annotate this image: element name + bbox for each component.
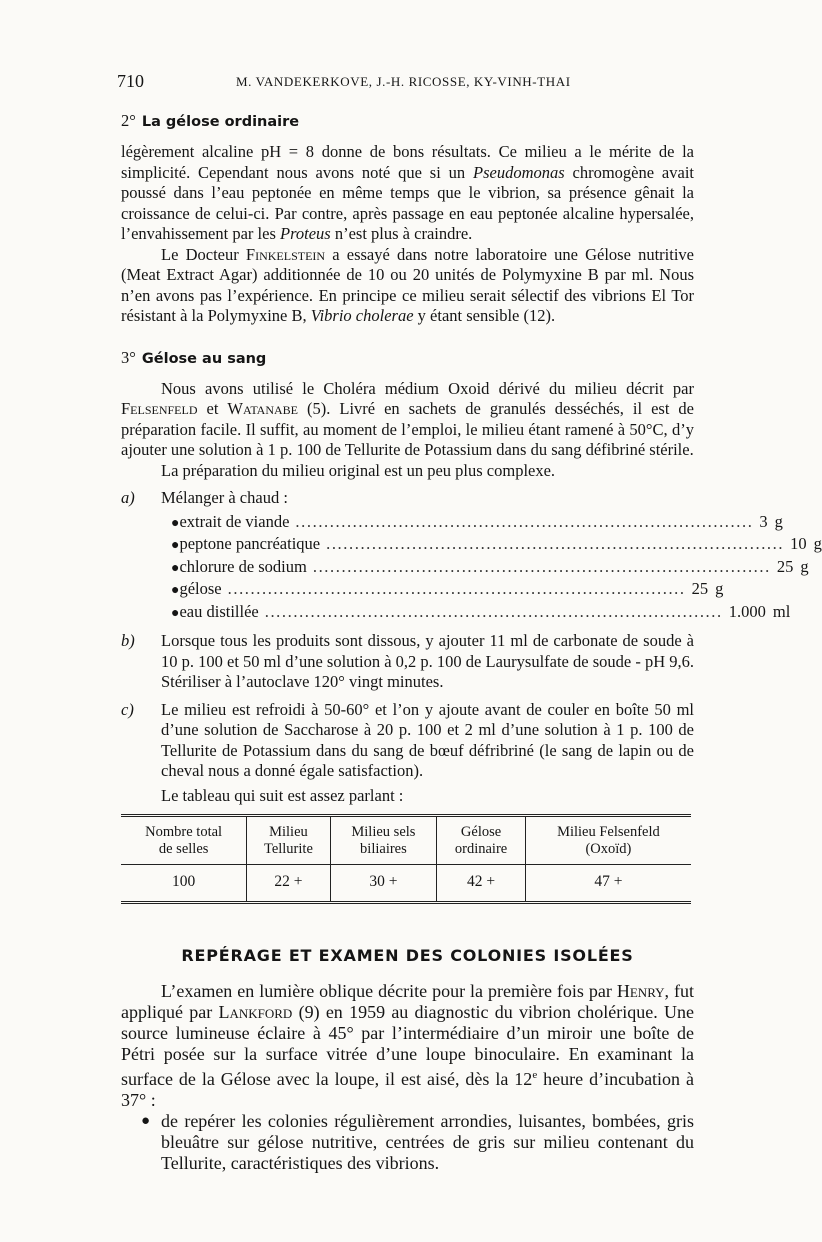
section-heading-colonies: REPÉRAGE ET EXAMEN DES COLONIES ISOLÉES (181, 946, 634, 965)
step-b (121, 631, 694, 693)
ingredient-row (171, 511, 783, 535)
text-run: Nous avons utilisé le Choléra médium Oxoid dérivé du milieu décrit par (161, 378, 694, 398)
paragraph: Le tableau qui suit est assez parlant : (161, 785, 404, 805)
step-text: Lorsque tous les produits sont dissous, y ajouter 11 ml de carbonate de soude à 10 p. 100 et 50 ml d’une solution à 0,2 p. 100 de Laurysulfate de soude - pH 9,6. Stériliser à l’autoclave 120° vingt minutes. (161, 631, 694, 691)
header-line: Gélose (460, 824, 502, 840)
leader-dots: ................................................................................ (227, 579, 686, 598)
bullet-icon: ● (171, 560, 180, 576)
header-line: Tellurite (263, 841, 313, 857)
author-name: Henry (616, 981, 665, 1001)
author-name: Lankford (218, 1002, 293, 1022)
ingredient-unit: ml (772, 601, 791, 621)
page-body (121, 110, 822, 1174)
header-line: Milieu (269, 824, 308, 840)
results-table (121, 814, 691, 904)
table-cell: 42 + (437, 865, 526, 903)
ingredient-qty: 3 (759, 511, 768, 531)
column-header (437, 816, 526, 865)
text-run: chromogène avait poussé dans l’eau peptonée en même temps que le vibrion, sa présence gênait la croissance de celui-ci. Par contre, après passage en eau peptonée alcaline hypersalée, l’envahissement par les (121, 162, 694, 243)
ingredient-qty: 1.000 (728, 601, 766, 621)
text-run: et (197, 399, 228, 418)
species-name: Proteus (280, 224, 331, 243)
leader-dots: ................................................................................ (326, 534, 785, 553)
ingredient-qty: 10 (790, 534, 807, 553)
paragraph: La préparation du milieu original est un peu plus complexe. (161, 460, 556, 480)
leader-dots: ................................................................................ (264, 601, 723, 621)
table-cell: 47 + (525, 865, 691, 903)
table-header-row (121, 816, 691, 865)
text-run: a essayé dans notre laboratoire une Gélose nutritive (Meat Extract Agar) additionnée de 10 ou 20 unités de Polymyxine B par ml. Nous n’en avons pas l’expérience. En principe ce milieu serait sélectif des vibrions El Tor résistant à la Polymyxine B, (121, 244, 695, 325)
section-heading-gelose-au-sang (121, 347, 694, 370)
paragraph (121, 245, 694, 327)
column-header (330, 816, 437, 865)
ingredient-name: gélose (179, 579, 222, 598)
section-number: 2° (121, 111, 136, 130)
text-run: , fut appliqué par (121, 981, 694, 1022)
step-text: Mélanger à chaud : (161, 488, 288, 507)
header-line: Nombre total (145, 824, 223, 840)
page-header (117, 71, 717, 95)
text-run: (9) en 1959 au diagnostic du vibrion cholérique. Une source lumineuse éclaire à 45° par l’intermédiaire d’un miroir une boîte de Pétri posée sur la surface vitrée d’une loupe binoculaire. En examinant la surface de la Gélose avec la loupe, il est aisé, dès la 12 (121, 1002, 695, 1089)
header-line: (Oxoïd) (585, 841, 632, 857)
text-run: y étant sensible (12). (413, 306, 556, 325)
table-cell: 30 + (330, 865, 437, 903)
species-name: Pseudomonas (473, 162, 565, 182)
ingredient-unit: g (715, 579, 724, 598)
bullet-icon: ● (171, 515, 180, 531)
section-heading-gelose-ordinaire (121, 110, 694, 133)
ingredient-row (171, 579, 724, 602)
paragraph (121, 142, 694, 245)
leader-dots: ................................................................................ (312, 556, 771, 576)
step-label: b) (121, 631, 135, 650)
text-run: (5). Livré en sachets de granulés desséchés, il est de préparation facile. Il suffit, au moment de l’emploi, le milieu étant ramené à 50°C, d’y ajouter une solution à 1 p. 100 de Tellurite de Potassium dans du sang défibriné stérile. (121, 399, 694, 459)
bullet-icon: ● (171, 538, 180, 553)
header-line: Milieu Felsenfeld (557, 824, 660, 840)
species-name: Vibrio cholerae (310, 306, 414, 325)
leader-dots: ................................................................................ (295, 511, 754, 531)
table-cell: 100 (172, 873, 196, 890)
header-line: ordinaire (454, 841, 508, 857)
bullet-item (121, 1111, 694, 1174)
header-line: biliaires (360, 841, 407, 857)
header-line: Milieu sels (351, 824, 416, 840)
step-label: c) (121, 699, 134, 719)
text-run: légèrement alcaline pH = 8 donne de bons résultats. Ce milieu a le mérite de la simplicité. Cependant nous avons noté que si un (121, 142, 694, 182)
ingredient-row (171, 556, 809, 580)
ingredient-unit: g (813, 534, 822, 553)
page-number: 710 (117, 71, 144, 91)
bullet-icon: ● (141, 1113, 151, 1129)
text-run: heure d’incubation à 37° : (121, 1069, 695, 1110)
column-header (247, 816, 330, 865)
ingredient-name: chlorure de sodium (179, 556, 307, 576)
paragraph (121, 981, 694, 1111)
header-line: de selles (158, 841, 209, 857)
bullet-text: de repérer les colonies régulièrement arrondies, luisantes, bombées, gris bleuâtre sur gélose nutritive, centrées de gris sur milieu contenant du Tellurite, caractéristiques des vibrions. (161, 1111, 694, 1173)
text-run: Le Docteur (161, 244, 246, 264)
step-c (121, 700, 694, 782)
section-number: 3° (121, 347, 136, 367)
column-header (121, 816, 247, 865)
ingredient-qty: 25 (776, 556, 794, 576)
ingredient-row (171, 534, 822, 557)
superscript: e (532, 1069, 538, 1081)
table-cell: 22 + (247, 865, 330, 903)
author-name: Felsenfeld (121, 399, 198, 418)
section-title: Gélose au sang (141, 350, 267, 367)
text-run: n’est plus à craindre. (330, 224, 473, 243)
column-header (525, 816, 691, 865)
ingredient-unit: g (800, 556, 809, 576)
author-name: Finkelstein (245, 244, 326, 264)
ingredient-name: eau distillée (179, 601, 259, 621)
ingredient-name: extrait de viande (179, 511, 290, 531)
step-label: a) (121, 488, 135, 507)
ingredient-name: peptone pancréatique (179, 534, 321, 553)
ingredient-unit: g (774, 511, 783, 531)
step-a (121, 488, 694, 509)
ingredient-list (171, 511, 822, 625)
bullet-icon: ● (171, 605, 180, 621)
step-text: Le milieu est refroidi à 50-60° et l’on y ajoute avant de couler en boîte 50 ml d’une solution de Saccharose à 20 p. 100 et 2 ml d’une solution à 1 p. 100 de Tellurite de Potassium dans du sang de bœuf défribriné (le sang de lapin ou de cheval nous a donné égale satisfaction). (161, 699, 694, 780)
table-row (121, 865, 691, 903)
text-run: L’examen en lumière oblique décrite pour la première fois par (161, 981, 617, 1001)
paragraph (121, 379, 694, 461)
running-head: M. VANDEKERKOVE, J.-H. RICOSSE, KY-VINH-THAI (236, 74, 571, 89)
author-name: Watanabe (227, 399, 299, 418)
bullet-icon: ● (171, 583, 180, 598)
ingredient-qty: 25 (691, 579, 709, 598)
section-body-colonies (121, 981, 694, 1174)
ingredient-row (171, 601, 791, 625)
section-title: La gélose ordinaire (141, 114, 300, 130)
